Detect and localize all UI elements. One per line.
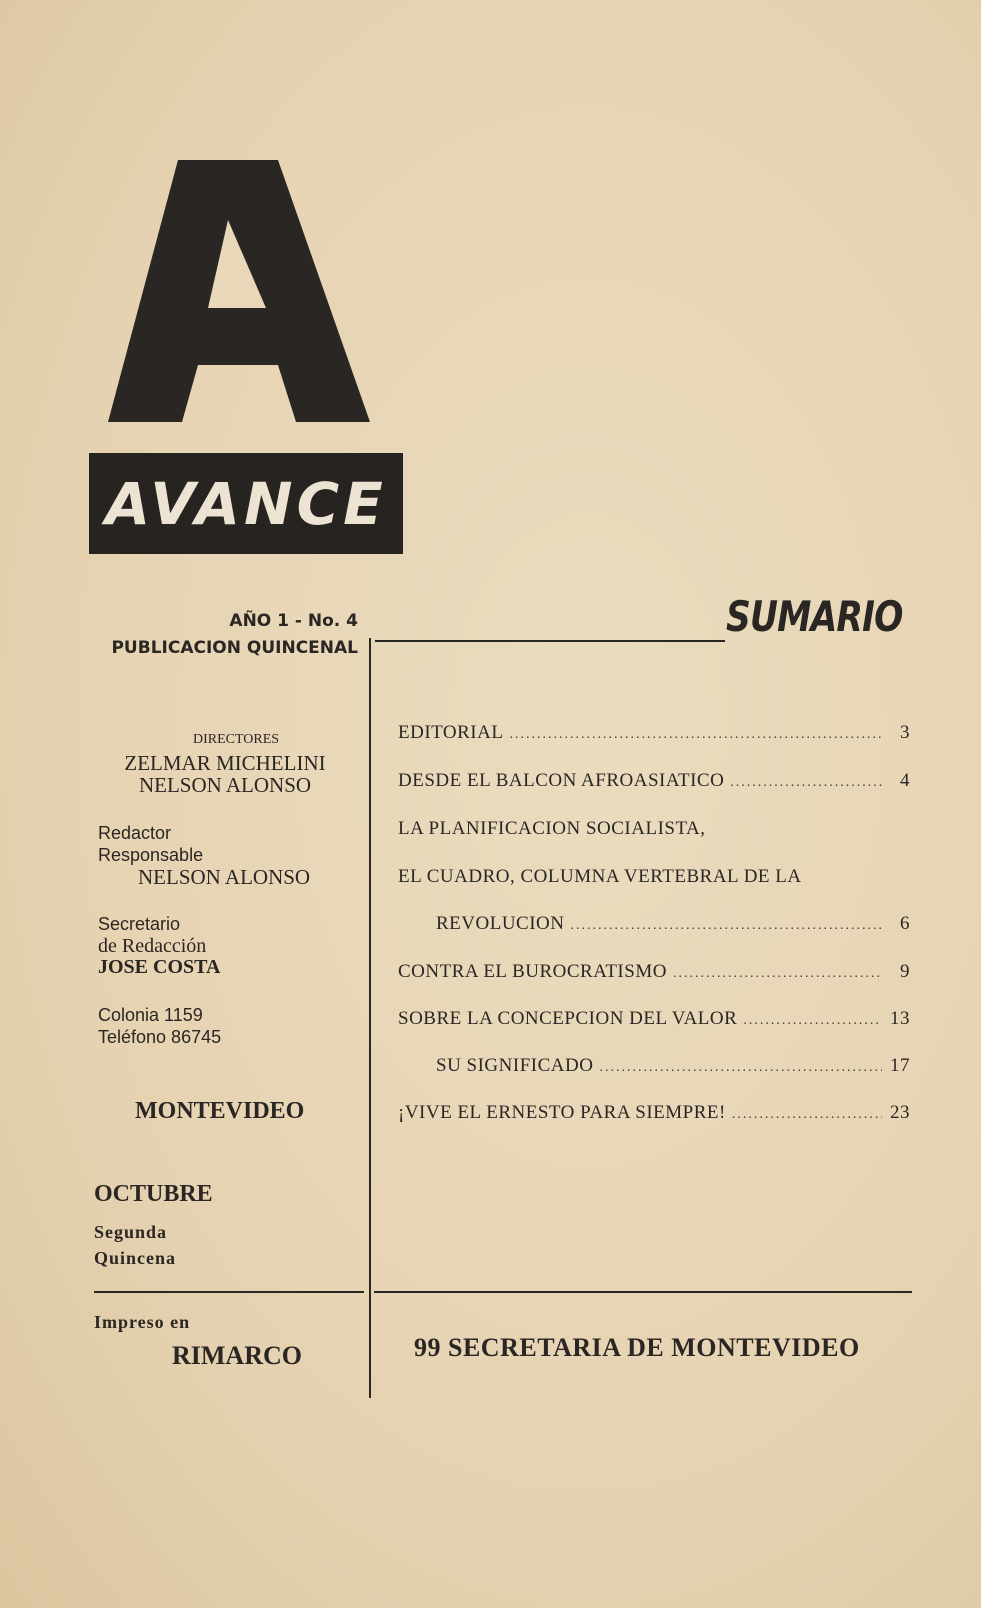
left-footer-rule <box>94 1291 364 1293</box>
toc-page: 4 <box>900 770 910 791</box>
footer-line: 99 SECRETARIA DE MONTEVIDEO <box>414 1333 860 1362</box>
toc-title: CONTRA EL BUROCRATISMO <box>398 961 667 982</box>
phone: Teléfono 86745 <box>98 1027 222 1047</box>
toc-page: 13 <box>890 1008 910 1029</box>
masthead-name: AVANCE <box>105 469 387 538</box>
secretario-label-2: de Redacción <box>98 935 207 957</box>
toc-leader <box>509 727 882 743</box>
toc-page: 6 <box>900 913 910 934</box>
toc-page: 3 <box>900 722 910 743</box>
toc-title: ¡VIVE EL ERNESTO PARA SIEMPRE! <box>398 1102 726 1123</box>
toc-leader <box>571 918 883 934</box>
redactor-label-2: Responsable <box>98 845 204 865</box>
toc-item <box>436 1055 910 1077</box>
toc-title: SU SIGNIFICADO <box>436 1055 594 1076</box>
half-2: Quincena <box>94 1248 177 1268</box>
toc-leader <box>743 1013 882 1029</box>
toc-title: EL CUADRO, COLUMNA VERTEBRAL DE LA <box>398 866 802 887</box>
sumario-title: SUMARIO <box>726 592 903 641</box>
secretario-label-1: Secretario <box>98 914 181 934</box>
toc-item <box>398 866 910 888</box>
masthead-letter-a <box>108 160 370 422</box>
toc-leader <box>732 1107 882 1123</box>
toc-item <box>436 913 910 935</box>
redactor-label-1: Redactor <box>98 823 172 843</box>
redactor-name: NELSON ALONSO <box>138 865 311 889</box>
toc-title: EDITORIAL <box>398 722 504 743</box>
toc-title: REVOLUCION <box>436 913 565 934</box>
toc-item <box>398 1102 910 1124</box>
toc-leader <box>599 1060 882 1076</box>
secretario-name: JOSE COSTA <box>98 956 221 978</box>
toc-leader <box>673 966 882 982</box>
half-1: Segunda <box>94 1222 168 1242</box>
toc-leader <box>730 775 882 791</box>
printed-label: Impreso en <box>94 1312 191 1332</box>
right-footer-rule <box>374 1291 912 1293</box>
toc-item <box>398 961 910 983</box>
director-1: ZELMAR MICHELINI <box>124 751 326 775</box>
issue-frequency: PUBLICACION QUINCENAL <box>111 638 358 658</box>
city: MONTEVIDEO <box>135 1098 305 1124</box>
month: OCTUBRE <box>94 1181 213 1207</box>
toc-page: 9 <box>900 961 910 982</box>
column-divider <box>369 638 371 1398</box>
masthead-avance <box>89 453 403 554</box>
toc-item <box>398 770 910 792</box>
toc-page: 23 <box>890 1102 910 1123</box>
toc-title: SOBRE LA CONCEPCION DEL VALOR <box>398 1008 738 1029</box>
toc-item <box>398 818 910 840</box>
toc-page: 17 <box>890 1055 910 1076</box>
printer: RIMARCO <box>172 1341 302 1370</box>
director-2: NELSON ALONSO <box>138 773 312 797</box>
toc-title: DESDE EL BALCON AFROASIATICO <box>398 770 725 791</box>
toc-item <box>398 1008 910 1030</box>
sumario-rule <box>375 640 725 642</box>
toc-title: LA PLANIFICACION SOCIALISTA, <box>398 818 706 839</box>
toc-item <box>398 722 910 744</box>
directores-label: DIRECTORES <box>192 732 280 747</box>
issue-number: AÑO 1 - No. 4 <box>229 611 358 631</box>
address: Colonia 1159 <box>98 1005 203 1025</box>
